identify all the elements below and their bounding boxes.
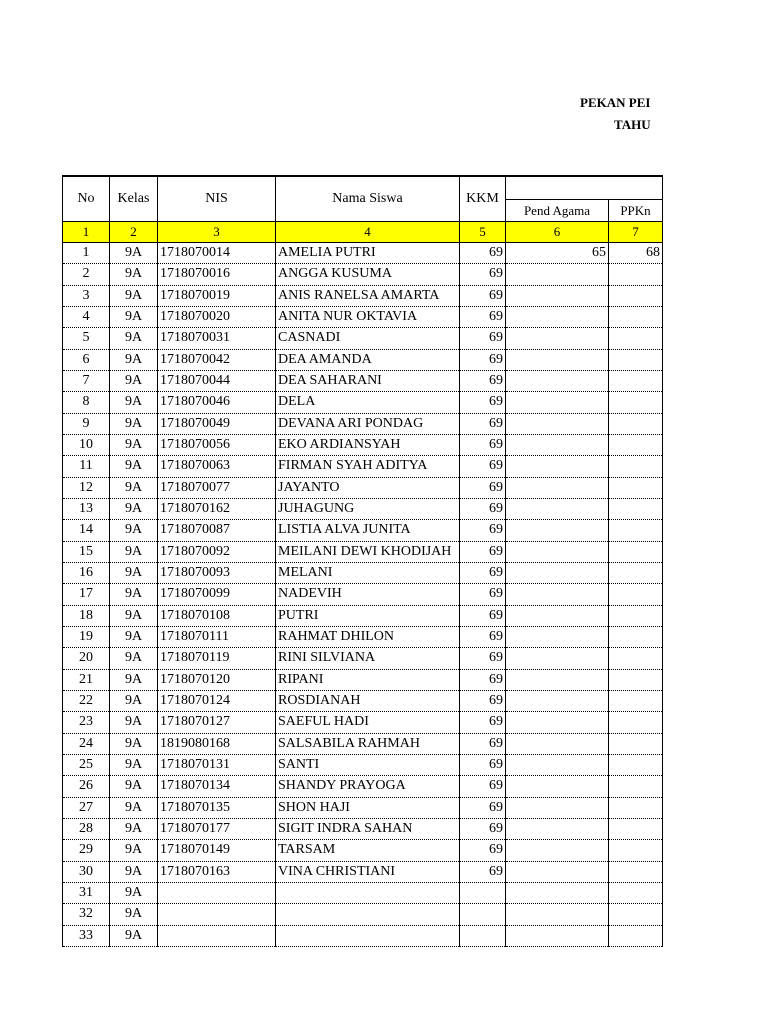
- cell-ppkn: [609, 584, 663, 605]
- cell-nis: 1718070120: [158, 669, 276, 690]
- table-row: [63, 541, 663, 562]
- column-header-ppkn: PPKn: [609, 200, 663, 222]
- cell-kkm: 69: [460, 264, 506, 285]
- cell-no: 16: [63, 562, 110, 583]
- cell-ppkn: [609, 669, 663, 690]
- cell-nis: 1718070044: [158, 370, 276, 391]
- table-row: [63, 754, 663, 775]
- cell-no: 8: [63, 392, 110, 413]
- cell-nama-siswa: ANITA NUR OKTAVIA: [276, 306, 460, 327]
- cell-kelas: 9A: [110, 818, 158, 839]
- cell-nama-siswa: SHON HAJI: [276, 797, 460, 818]
- table-row: [63, 648, 663, 669]
- cell-pend-agama: [506, 690, 609, 711]
- cell-nis: 1718070019: [158, 285, 276, 306]
- cell-ppkn: [609, 520, 663, 541]
- cell-no: 33: [63, 925, 110, 946]
- cell-kkm: 69: [460, 605, 506, 626]
- cell-nis: 1718070042: [158, 349, 276, 370]
- cell-nama-siswa: CASNADI: [276, 328, 460, 349]
- cell-pend-agama: [506, 733, 609, 754]
- cell-kkm: [460, 904, 506, 925]
- cell-ppkn: [609, 882, 663, 903]
- table-row: [63, 605, 663, 626]
- cell-kkm: 69: [460, 392, 506, 413]
- table-row: [63, 882, 663, 903]
- cell-kkm: 69: [460, 477, 506, 498]
- cell-kelas: 9A: [110, 349, 158, 370]
- cell-pend-agama: [506, 370, 609, 391]
- cell-pend-agama: [506, 562, 609, 583]
- cell-no: 14: [63, 520, 110, 541]
- cell-nama-siswa: ROSDIANAH: [276, 690, 460, 711]
- cell-nis: 1718070135: [158, 797, 276, 818]
- document-title: PEKAN PEI: [580, 95, 651, 110]
- cell-nama-siswa: MELANI: [276, 562, 460, 583]
- table-row: [63, 477, 663, 498]
- cell-nama-siswa: ANGGA KUSUMA: [276, 264, 460, 285]
- cell-nis: 1718070046: [158, 392, 276, 413]
- cell-kelas: 9A: [110, 541, 158, 562]
- cell-pend-agama: [506, 392, 609, 413]
- cell-no: 1: [63, 243, 110, 264]
- cell-pend-agama: [506, 648, 609, 669]
- cell-kkm: [460, 925, 506, 946]
- cell-ppkn: [609, 754, 663, 775]
- cell-no: 24: [63, 733, 110, 754]
- cell-pend-agama: [506, 904, 609, 925]
- cell-kelas: 9A: [110, 477, 158, 498]
- cell-ppkn: [609, 904, 663, 925]
- cell-no: 4: [63, 306, 110, 327]
- cell-nama-siswa: [276, 904, 460, 925]
- cell-kkm: 69: [460, 562, 506, 583]
- cell-nama-siswa: NADEVIH: [276, 584, 460, 605]
- cell-no: 3: [63, 285, 110, 306]
- cell-pend-agama: [506, 349, 609, 370]
- column-number: 2: [110, 222, 158, 243]
- cell-kelas: 9A: [110, 413, 158, 434]
- cell-kelas: 9A: [110, 754, 158, 775]
- cell-nis: 1718070063: [158, 456, 276, 477]
- table-row: [63, 562, 663, 583]
- cell-ppkn: [609, 306, 663, 327]
- table-row: [63, 349, 663, 370]
- table-row: [63, 904, 663, 925]
- cell-kkm: 69: [460, 626, 506, 647]
- cell-pend-agama: [506, 925, 609, 946]
- column-number: 5: [460, 222, 506, 243]
- grades-table: [62, 175, 663, 947]
- cell-pend-agama: [506, 520, 609, 541]
- cell-kkm: 69: [460, 349, 506, 370]
- table-row: [63, 413, 663, 434]
- cell-nama-siswa: ANIS RANELSA AMARTA: [276, 285, 460, 306]
- table-row: [63, 434, 663, 455]
- table-row: [63, 370, 663, 391]
- cell-no: 2: [63, 264, 110, 285]
- table-row: [63, 626, 663, 647]
- cell-no: 15: [63, 541, 110, 562]
- cell-ppkn: [609, 626, 663, 647]
- cell-ppkn: [609, 434, 663, 455]
- cell-ppkn: [609, 392, 663, 413]
- cell-kkm: 69: [460, 818, 506, 839]
- cell-pend-agama: [506, 754, 609, 775]
- cell-ppkn: [609, 797, 663, 818]
- cell-no: 26: [63, 776, 110, 797]
- cell-kelas: 9A: [110, 925, 158, 946]
- cell-ppkn: [609, 818, 663, 839]
- cell-nama-siswa: SAEFUL HADI: [276, 712, 460, 733]
- column-number: 4: [276, 222, 460, 243]
- table-row: [63, 925, 663, 946]
- cell-pend-agama: [506, 669, 609, 690]
- cell-kkm: 69: [460, 754, 506, 775]
- cell-no: 7: [63, 370, 110, 391]
- cell-ppkn: [609, 328, 663, 349]
- cell-kkm: 69: [460, 712, 506, 733]
- cell-nis: 1718070163: [158, 861, 276, 882]
- cell-kelas: 9A: [110, 648, 158, 669]
- cell-ppkn: [609, 776, 663, 797]
- cell-pend-agama: [506, 584, 609, 605]
- table-row: [63, 712, 663, 733]
- cell-nama-siswa: JUHAGUNG: [276, 498, 460, 519]
- cell-no: 28: [63, 818, 110, 839]
- table-row: [63, 669, 663, 690]
- cell-nama-siswa: DEA SAHARANI: [276, 370, 460, 391]
- cell-nis: 1718070014: [158, 243, 276, 264]
- table-row: [63, 264, 663, 285]
- cell-kkm: 69: [460, 520, 506, 541]
- cell-nama-siswa: SALSABILA RAHMAH: [276, 733, 460, 754]
- table-row: [63, 243, 663, 264]
- cell-kelas: 9A: [110, 733, 158, 754]
- cell-ppkn: 68: [609, 243, 663, 264]
- cell-nis: 1718070162: [158, 498, 276, 519]
- cell-ppkn: [609, 562, 663, 583]
- cell-kelas: 9A: [110, 392, 158, 413]
- cell-kelas: 9A: [110, 584, 158, 605]
- cell-ppkn: [609, 477, 663, 498]
- cell-pend-agama: [506, 626, 609, 647]
- cell-kkm: 69: [460, 328, 506, 349]
- cell-ppkn: [609, 925, 663, 946]
- cell-nis: 1718070020: [158, 306, 276, 327]
- cell-ppkn: [609, 733, 663, 754]
- cell-kkm: 69: [460, 285, 506, 306]
- cell-nis: 1819080168: [158, 733, 276, 754]
- table-row: [63, 584, 663, 605]
- table-row: [63, 520, 663, 541]
- cell-nama-siswa: DELA: [276, 392, 460, 413]
- table-row: [63, 776, 663, 797]
- cell-nama-siswa: TARSAM: [276, 840, 460, 861]
- cell-kelas: 9A: [110, 904, 158, 925]
- cell-nis: 1718070149: [158, 840, 276, 861]
- document-subtitle: TAHU: [614, 117, 651, 132]
- cell-pend-agama: [506, 498, 609, 519]
- cell-pend-agama: [506, 712, 609, 733]
- column-number: 7: [609, 222, 663, 243]
- cell-no: 18: [63, 605, 110, 626]
- cell-no: 31: [63, 882, 110, 903]
- cell-kkm: 69: [460, 306, 506, 327]
- subject-group-header: [506, 176, 663, 200]
- cell-kkm: 69: [460, 413, 506, 434]
- cell-ppkn: [609, 840, 663, 861]
- cell-kelas: 9A: [110, 626, 158, 647]
- column-header-nis: NIS: [158, 176, 276, 222]
- cell-nama-siswa: PUTRI: [276, 605, 460, 626]
- table-row: [63, 797, 663, 818]
- cell-nis: 1718070056: [158, 434, 276, 455]
- grades-table-viewport: [62, 175, 660, 950]
- cell-ppkn: [609, 349, 663, 370]
- cell-nis: 1718070177: [158, 818, 276, 839]
- cell-no: 5: [63, 328, 110, 349]
- cell-pend-agama: [506, 882, 609, 903]
- table-row: [63, 498, 663, 519]
- cell-nis: [158, 904, 276, 925]
- cell-kelas: 9A: [110, 243, 158, 264]
- cell-nis: 1718070099: [158, 584, 276, 605]
- table-row: [63, 456, 663, 477]
- cell-kelas: 9A: [110, 690, 158, 711]
- table-row: [63, 306, 663, 327]
- cell-no: 17: [63, 584, 110, 605]
- cell-kelas: 9A: [110, 861, 158, 882]
- cell-no: 19: [63, 626, 110, 647]
- table-row: [63, 733, 663, 754]
- cell-kelas: 9A: [110, 797, 158, 818]
- cell-kelas: 9A: [110, 264, 158, 285]
- cell-ppkn: [609, 648, 663, 669]
- cell-ppkn: [609, 285, 663, 306]
- cell-no: 25: [63, 754, 110, 775]
- cell-nama-siswa: MEILANI DEWI KHODIJAH: [276, 541, 460, 562]
- cell-kkm: 69: [460, 434, 506, 455]
- cell-ppkn: [609, 541, 663, 562]
- table-row: [63, 818, 663, 839]
- cell-nis: 1718070093: [158, 562, 276, 583]
- table-row: [63, 690, 663, 711]
- cell-no: 10: [63, 434, 110, 455]
- cell-no: 9: [63, 413, 110, 434]
- cell-kkm: [460, 882, 506, 903]
- cell-kkm: 69: [460, 669, 506, 690]
- cell-ppkn: [609, 456, 663, 477]
- column-header-nama-siswa: Nama Siswa: [276, 176, 460, 222]
- cell-nama-siswa: [276, 882, 460, 903]
- cell-pend-agama: [506, 818, 609, 839]
- cell-no: 30: [63, 861, 110, 882]
- cell-nama-siswa: FIRMAN SYAH ADITYA: [276, 456, 460, 477]
- cell-ppkn: [609, 690, 663, 711]
- cell-kkm: 69: [460, 584, 506, 605]
- cell-kkm: 69: [460, 690, 506, 711]
- cell-nis: 1718070127: [158, 712, 276, 733]
- cell-no: 22: [63, 690, 110, 711]
- cell-no: 27: [63, 797, 110, 818]
- cell-kelas: 9A: [110, 434, 158, 455]
- cell-no: 32: [63, 904, 110, 925]
- cell-nama-siswa: RIPANI: [276, 669, 460, 690]
- cell-pend-agama: [506, 285, 609, 306]
- cell-no: 12: [63, 477, 110, 498]
- cell-nis: 1718070087: [158, 520, 276, 541]
- cell-nis: [158, 882, 276, 903]
- student-rows: [63, 243, 663, 947]
- cell-ppkn: [609, 712, 663, 733]
- column-number-row: [63, 222, 663, 243]
- cell-no: 23: [63, 712, 110, 733]
- column-header-kelas: Kelas: [110, 176, 158, 222]
- cell-kelas: 9A: [110, 669, 158, 690]
- cell-kkm: 69: [460, 776, 506, 797]
- cell-kkm: 69: [460, 648, 506, 669]
- cell-pend-agama: [506, 861, 609, 882]
- cell-kkm: 69: [460, 861, 506, 882]
- cell-no: 11: [63, 456, 110, 477]
- cell-kelas: 9A: [110, 776, 158, 797]
- cell-pend-agama: [506, 264, 609, 285]
- cell-kelas: 9A: [110, 498, 158, 519]
- cell-kelas: 9A: [110, 562, 158, 583]
- column-number: 1: [63, 222, 110, 243]
- column-header-pend-agama: Pend Agama: [506, 200, 609, 222]
- cell-kelas: 9A: [110, 328, 158, 349]
- cell-kkm: 69: [460, 498, 506, 519]
- cell-no: 13: [63, 498, 110, 519]
- column-number: 6: [506, 222, 609, 243]
- cell-kkm: 69: [460, 733, 506, 754]
- cell-pend-agama: [506, 328, 609, 349]
- cell-kelas: 9A: [110, 712, 158, 733]
- cell-ppkn: [609, 413, 663, 434]
- cell-kelas: 9A: [110, 840, 158, 861]
- cell-no: 29: [63, 840, 110, 861]
- cell-nama-siswa: RAHMAT DHILON: [276, 626, 460, 647]
- cell-kkm: 69: [460, 243, 506, 264]
- cell-pend-agama: [506, 840, 609, 861]
- cell-pend-agama: [506, 413, 609, 434]
- column-header-kkm: KKM: [460, 176, 506, 222]
- cell-ppkn: [609, 370, 663, 391]
- cell-nis: 1718070092: [158, 541, 276, 562]
- cell-kelas: 9A: [110, 285, 158, 306]
- cell-nama-siswa: JAYANTO: [276, 477, 460, 498]
- cell-nama-siswa: SANTI: [276, 754, 460, 775]
- cell-no: 21: [63, 669, 110, 690]
- cell-kelas: 9A: [110, 520, 158, 541]
- cell-pend-agama: [506, 456, 609, 477]
- cell-kelas: 9A: [110, 605, 158, 626]
- cell-kelas: 9A: [110, 370, 158, 391]
- cell-nama-siswa: SHANDY PRAYOGA: [276, 776, 460, 797]
- table-row: [63, 328, 663, 349]
- cell-pend-agama: 65: [506, 243, 609, 264]
- table-row: [63, 840, 663, 861]
- cell-no: 6: [63, 349, 110, 370]
- cell-nis: 1718070077: [158, 477, 276, 498]
- table-row: [63, 861, 663, 882]
- cell-nis: 1718070131: [158, 754, 276, 775]
- cell-nama-siswa: EKO ARDIANSYAH: [276, 434, 460, 455]
- cell-nama-siswa: SIGIT INDRA SAHAN: [276, 818, 460, 839]
- cell-pend-agama: [506, 797, 609, 818]
- cell-kelas: 9A: [110, 456, 158, 477]
- column-header-no: No: [63, 176, 110, 222]
- cell-nama-siswa: DEA AMANDA: [276, 349, 460, 370]
- cell-ppkn: [609, 264, 663, 285]
- cell-nama-siswa: LISTIA ALVA JUNITA: [276, 520, 460, 541]
- cell-nis: [158, 925, 276, 946]
- cell-pend-agama: [506, 434, 609, 455]
- cell-nis: 1718070134: [158, 776, 276, 797]
- cell-no: 20: [63, 648, 110, 669]
- cell-pend-agama: [506, 541, 609, 562]
- cell-kelas: 9A: [110, 306, 158, 327]
- cell-nis: 1718070111: [158, 626, 276, 647]
- cell-nis: 1718070119: [158, 648, 276, 669]
- table-row: [63, 392, 663, 413]
- cell-kelas: 9A: [110, 882, 158, 903]
- cell-nis: 1718070016: [158, 264, 276, 285]
- cell-nama-siswa: RINI SILVIANA: [276, 648, 460, 669]
- cell-kkm: 69: [460, 840, 506, 861]
- cell-pend-agama: [506, 776, 609, 797]
- cell-kkm: 69: [460, 456, 506, 477]
- cell-pend-agama: [506, 477, 609, 498]
- cell-nama-siswa: DEVANA ARI PONDAG: [276, 413, 460, 434]
- cell-kkm: 69: [460, 797, 506, 818]
- cell-nama-siswa: VINA CHRISTIANI: [276, 861, 460, 882]
- cell-ppkn: [609, 498, 663, 519]
- cell-ppkn: [609, 605, 663, 626]
- cell-nama-siswa: AMELIA PUTRI: [276, 243, 460, 264]
- cell-nis: 1718070031: [158, 328, 276, 349]
- cell-pend-agama: [506, 306, 609, 327]
- cell-nis: 1718070049: [158, 413, 276, 434]
- table-row: [63, 285, 663, 306]
- cell-nama-siswa: [276, 925, 460, 946]
- cell-nis: 1718070124: [158, 690, 276, 711]
- cell-pend-agama: [506, 605, 609, 626]
- cell-kkm: 69: [460, 541, 506, 562]
- cell-kkm: 69: [460, 370, 506, 391]
- column-number: 3: [158, 222, 276, 243]
- cell-nis: 1718070108: [158, 605, 276, 626]
- cell-ppkn: [609, 861, 663, 882]
